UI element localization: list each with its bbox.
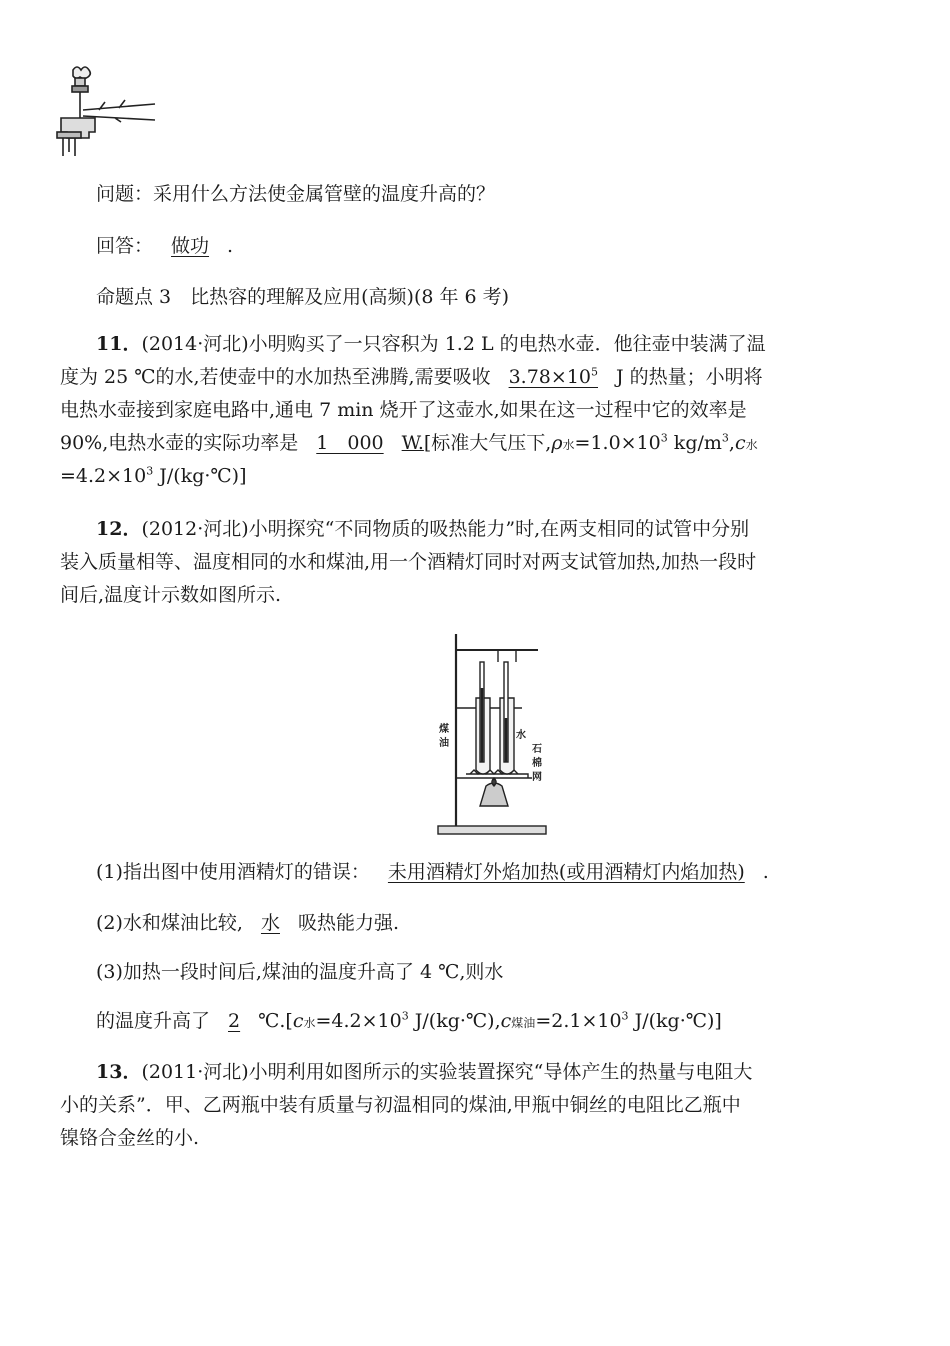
q11-line5: [60, 460, 900, 492]
q12-sub1-end: .: [762, 861, 769, 883]
answer-line: [96, 230, 900, 262]
q12-sub3-line1: [96, 956, 900, 988]
q12-sub2-end: 吸热能力强.: [297, 912, 400, 934]
q11-text5b: J/(kg·℃)]: [153, 465, 247, 487]
q11-line1: [96, 328, 900, 360]
q11-text5a: =4.2×10: [60, 465, 147, 487]
q11-exp-b: 3: [721, 431, 729, 445]
q12-sub3-exp-b: 3: [621, 1009, 629, 1023]
q12-sub3-c2: c: [500, 1010, 512, 1032]
q13-text2: 小的关系”．甲、乙两瓶中装有质量与初温相同的煤油,甲瓶中铜丝的电阻比乙瓶中: [60, 1094, 741, 1116]
q12-line2: [60, 546, 900, 578]
q12-sub3-answer: 2: [228, 1010, 241, 1032]
q12-sub3-line2: [96, 1005, 916, 1039]
label-kerosene-2: 油: [439, 738, 449, 749]
q12-text1: (2012·河北)小明探究“不同物质的吸热能力”时,在两支相同的试管中分别: [141, 518, 750, 540]
q11-text1: (2014·河北)小明购买了一只容积为 1.2 L 的电热水壶．他往壶中装满了温: [141, 333, 766, 355]
q12-line1: [96, 513, 900, 545]
heating-apparatus-figure: [436, 628, 548, 836]
q12-sub3-text1: (3)加热一段时间后,煤油的温度升高了 4 ℃,则水: [96, 961, 504, 983]
q12-sub3-c: c: [292, 1010, 304, 1032]
q12-sub3-text-d: =4.2×10: [315, 1010, 402, 1032]
q11-c: c: [734, 432, 746, 454]
q11-power-answer: 1 000: [316, 432, 384, 454]
q12-sub2-answer: 水: [260, 912, 280, 934]
q13-text3: 镍铬合金丝的小.: [60, 1127, 200, 1149]
q13-number: 13．: [96, 1061, 142, 1083]
q12-sub3-sub-water: 水: [303, 1016, 316, 1030]
label-asbestos-1: 石: [532, 744, 542, 755]
q11-energy-answer: [491, 366, 616, 388]
label-kerosene-1: 煤: [439, 724, 449, 735]
q12-number: 12．: [96, 518, 142, 540]
q12-sub3-text-g: =2.1×10: [535, 1010, 622, 1032]
label-asbestos-3: 网: [532, 772, 542, 783]
q11-text3: 电热水壶接到家庭电路中,通电 7 min 烧开了这壶水,如果在这一过程中它的效率是: [60, 399, 747, 421]
section-title-text: 命题点 3 比热容的理解及应用(高频)(8 年 6 考): [96, 286, 510, 308]
q12-sub3-text-a: 的温度升高了: [96, 1010, 211, 1032]
answer-end: .: [227, 235, 234, 257]
q11-sub-water-2: 水: [745, 438, 758, 452]
q12-sub3-sub-kerosene: 煤油: [511, 1016, 536, 1030]
q11-sub-water: 水: [562, 438, 575, 452]
q12-line3: [60, 579, 900, 611]
q12-text3: 间后,温度计示数如图所示.: [60, 584, 282, 606]
q13-line2: [60, 1089, 900, 1121]
question-line: [96, 178, 900, 210]
q11-exp-a: 3: [660, 431, 668, 445]
q12-sub2-label: (2)水和煤油比较,: [96, 912, 243, 934]
q11-text4c: [标准大气压下,: [423, 432, 552, 454]
q13-text1: (2011·河北)小明利用如图所示的实验装置探究“导体产生的热量与电阻大: [141, 1061, 753, 1083]
q11-line4: [60, 427, 900, 461]
q11-energy-exp: 5: [591, 365, 598, 379]
q11-exp-c: 3: [146, 464, 154, 478]
q13-line1: [96, 1056, 900, 1088]
q12-sub1-label: (1)指出图中使用酒精灯的错误：: [96, 861, 370, 883]
q12-sub2: [96, 907, 900, 939]
answer-value: 做功: [171, 235, 210, 257]
question-label: 问题：: [96, 183, 154, 205]
q11-text4a: 90%,电热水壶的实际功率是: [60, 432, 299, 454]
q11-line2: [60, 361, 900, 393]
q11-text2a: 度为 25 ℃的水,若使壶中的水加热至沸腾,需要吸收: [60, 366, 491, 388]
q13-line3: [60, 1122, 900, 1154]
q11-rho: ρ: [551, 432, 563, 454]
q11-number: 11．: [96, 333, 142, 355]
q11-line3: [60, 394, 900, 426]
q12-sub3-text-h: J/(kg·℃)]: [628, 1010, 722, 1032]
section-title: [96, 281, 900, 313]
label-asbestos-2: 棉: [532, 758, 542, 769]
q12-sub3-text-b: ℃.[: [258, 1010, 293, 1032]
q11-text4e: kg/m: [667, 432, 722, 454]
q11-text2b: J 的热量；小明将: [616, 366, 763, 388]
label-water: 水: [516, 730, 526, 741]
metal-tube-apparatus-figure: [55, 62, 167, 158]
q11-text4f: ,: [728, 432, 735, 454]
q11-energy-value: 3.78×10: [508, 366, 591, 388]
question-text: 采用什么方法使金属管壁的温度升高的？: [153, 183, 496, 205]
answer-label: 回答：: [96, 235, 154, 257]
q12-sub1-answer: 未用酒精灯外焰加热(或用酒精灯内焰加热): [387, 861, 745, 883]
q11-text4d: =1.0×10: [574, 432, 661, 454]
q12-sub3-text-e: J/(kg·℃),: [408, 1010, 501, 1032]
q12-sub1: [96, 856, 916, 888]
q12-text2: 装入质量相等、温度相同的水和煤油,用一个酒精灯同时对两支试管加热,加热一段时: [60, 551, 757, 573]
q12-sub3-exp-a: 3: [401, 1009, 409, 1023]
q11-text4b: W.: [401, 432, 424, 454]
